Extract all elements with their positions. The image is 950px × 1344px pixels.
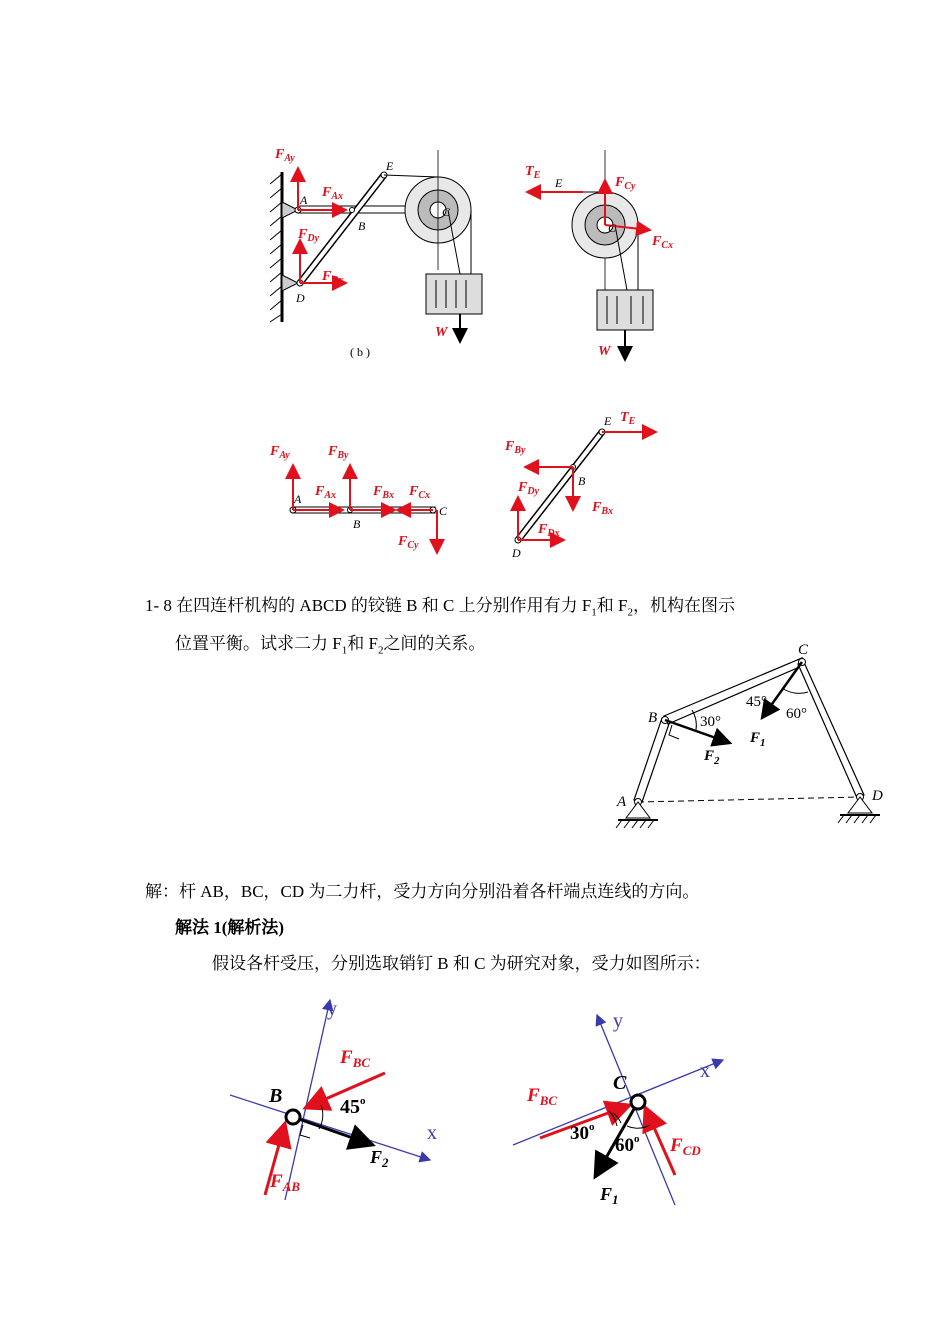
svg-text:FCy: $F_{Cy}$ xyxy=(615,175,636,192)
figure-four-bar-mechanism xyxy=(612,640,897,840)
problem-line-2: 位置平衡。试求二力 $F_1$和 $F_2$之间的关系。 xyxy=(175,634,486,657)
svg-text:45o: 45$^o$ xyxy=(340,1095,366,1118)
svg-text:FBx: $F_{Bx}$ xyxy=(373,484,395,501)
svg-text:A: A xyxy=(617,794,627,810)
svg-text:F1: $F_1$ xyxy=(750,730,766,749)
svg-text:F2: $F_2$ xyxy=(704,748,720,767)
figure-bar-de-fbd xyxy=(500,405,670,565)
svg-text:FCx: $F_{Cx}$ xyxy=(409,484,431,501)
svg-text:E: E xyxy=(604,414,612,428)
svg-text:W: W xyxy=(435,325,448,340)
figure-fbd-pin-b xyxy=(225,995,455,1205)
svg-text:x: x xyxy=(427,1122,437,1144)
svg-text:B: B xyxy=(578,474,586,488)
svg-text:FAx: $F_{Ax}$ xyxy=(315,484,337,501)
svg-text:TE: $T_E$ xyxy=(620,410,636,427)
svg-text:FDx: $F_{Dx}$ xyxy=(322,269,344,286)
svg-text:C: C xyxy=(608,221,617,235)
svg-text:C: C xyxy=(613,1072,627,1094)
svg-text:FBC: $F_{BC}$ xyxy=(527,1085,558,1108)
svg-text:FAy: $F_{Ay}$ xyxy=(270,444,290,461)
svg-text:B: B xyxy=(353,517,361,531)
svg-text:FAy: $F_{Ay}$ xyxy=(275,147,295,164)
svg-text:y: y xyxy=(613,1010,623,1032)
svg-text:FCD: $F_{CD}$ xyxy=(670,1135,701,1158)
solution-line-2: 假设各杆受压，分别选取销钉 B 和 C 为研究对象，受力如图所示： xyxy=(212,954,711,973)
svg-text:FBx: $F_{Bx}$ xyxy=(592,500,614,517)
svg-text:E: E xyxy=(386,159,394,173)
svg-text:FDy: $F_{Dy}$ xyxy=(298,227,320,244)
figure-fbd-pin-c xyxy=(505,1005,735,1210)
svg-text:FBy: $F_{By}$ xyxy=(505,439,526,456)
svg-text:W: W xyxy=(598,344,611,359)
svg-text:FBy: $F_{By}$ xyxy=(328,444,349,461)
svg-text:D: D xyxy=(512,546,521,560)
svg-text:B: B xyxy=(648,710,658,726)
svg-text:E: E xyxy=(555,176,563,190)
figure-pulley-fbd xyxy=(515,150,690,365)
figure-bar-ac-fbd xyxy=(265,435,460,560)
solution-method: 解法 1(解析法) xyxy=(175,918,285,937)
svg-text:A: A xyxy=(300,193,308,207)
svg-text:D: D xyxy=(872,788,883,804)
svg-text:TE: $T_E$ xyxy=(525,164,541,181)
svg-text:30°: 30° xyxy=(700,714,721,730)
svg-text:C: C xyxy=(439,504,448,518)
svg-text:D: D xyxy=(296,291,305,305)
svg-text:F2: $F_2$ xyxy=(370,1147,389,1170)
svg-text:B: B xyxy=(269,1085,283,1107)
svg-text:FAx: $F_{Ax}$ xyxy=(322,185,344,202)
svg-text:60°: 60° xyxy=(786,706,807,722)
svg-text:FBC: $F_{BC}$ xyxy=(340,1047,371,1070)
figure-b-system xyxy=(260,140,490,370)
svg-text:C: C xyxy=(442,205,451,219)
svg-text:C: C xyxy=(798,642,809,658)
problem-line-1: 1- 8 在四连杆机构的 ABCD 的铰链 B 和 C 上分别作用有力 $F_1$和 $F_2$，机构在图示 xyxy=(145,596,735,619)
solution-line-1: 解：杆 AB，BC，CD 为二力杆，受力方向分别沿着各杆端点连线的方向。 xyxy=(145,882,700,901)
svg-text:30o: 30$^o$ xyxy=(570,1121,595,1144)
svg-text:A: A xyxy=(294,492,302,506)
svg-text:x: x xyxy=(700,1060,710,1082)
svg-text:45°: 45° xyxy=(746,694,767,710)
svg-text:FCy: $F_{Cy}$ xyxy=(398,534,419,551)
svg-text:( b ): ( b ) xyxy=(350,345,370,359)
svg-text:y: y xyxy=(327,998,337,1020)
svg-text:FAB: $F_{AB}$ xyxy=(270,1171,301,1194)
svg-text:F1: $F_1$ xyxy=(600,1184,619,1207)
svg-text:FDy: $F_{Dy}$ xyxy=(518,480,540,497)
svg-text:FDx: $F_{Dx}$ xyxy=(538,522,560,539)
svg-text:FCx: $F_{Cx}$ xyxy=(652,234,674,251)
svg-text:60o: 60$^o$ xyxy=(615,1133,640,1156)
svg-text:B: B xyxy=(358,219,366,233)
